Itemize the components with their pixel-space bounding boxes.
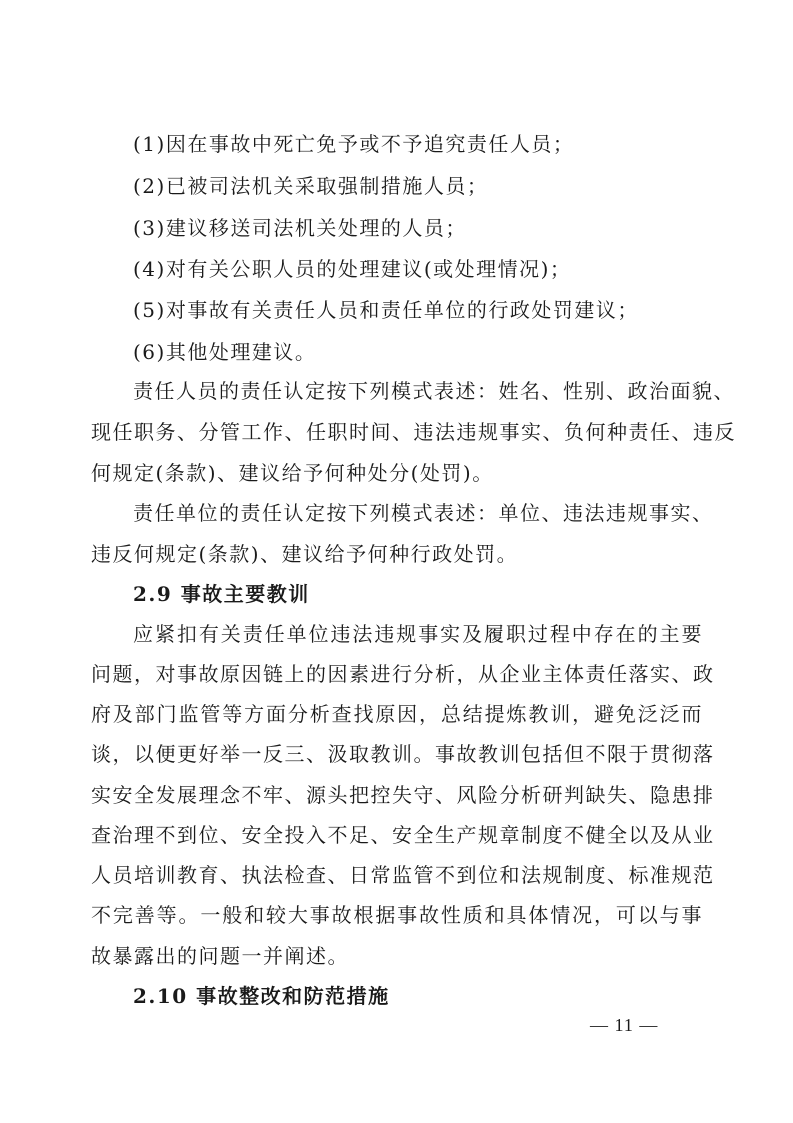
paragraph-line: 责任单位的责任认定按下列模式表述：单位、违法违规事实、 [133, 501, 714, 525]
paragraph-line: 问题，对事故原因链上的因素进行分析，从企业主体责任落实、政 [91, 662, 715, 686]
paragraph-line: 人员培训教育、执法检查、日常监管不到位和法规制度、标准规范 [91, 863, 715, 887]
list-item-4: (4)对有关公职人员的处理建议(或处理情况)； [133, 257, 572, 281]
section-heading: 2.10 事故整改和防范措施 [133, 984, 390, 1008]
paragraph-line: 查治理不到位、安全投入不足、安全生产规章制度不健全以及从业 [91, 823, 715, 847]
list-item-5: (5)对事故有关责任人员和责任单位的行政处罚建议； [133, 298, 639, 322]
list-item-6: (6)其他处理建议。 [133, 340, 317, 364]
paragraph-line: 府及部门监管等方面分析查找原因，总结提炼教训，避免泛泛而 [91, 702, 703, 726]
paragraph-line: 不完善等。一般和较大事故根据事故性质和具体情况，可以与事 [91, 903, 703, 927]
paragraph-line: 违反何规定(条款)、建议给予何种行政处罚。 [91, 542, 519, 566]
list-item-3: (3)建议移送司法机关处理的人员； [133, 216, 467, 240]
paragraph-line: 谈，以便更好举一反三、汲取教训。事故教训包括但不限于贯彻落 [91, 742, 715, 766]
paragraph-line: 实安全发展理念不牢、源头把控失守、风险分析研判缺失、隐患排 [91, 783, 715, 807]
section-heading: 2.9 事故主要教训 [133, 582, 310, 606]
paragraph-line: 何规定(条款)、建议给予何种处分(处罚)。 [91, 461, 494, 485]
paragraph-line: 现任职务、分管工作、任职时间、违法违规事实、负何种责任、违反 [91, 420, 736, 444]
paragraph-line: 故暴露出的问题一并阐述。 [91, 944, 349, 968]
paragraph-line: 应紧扣有关责任单位违法违规事实及履职过程中存在的主要 [133, 622, 703, 646]
page-number: — 11 — [590, 1015, 659, 1035]
list-item-1: (1)因在事故中死亡免予或不予追究责任人员； [133, 132, 575, 156]
list-item-2: (2)已被司法机关采取强制措施人员； [133, 174, 489, 198]
paragraph-line: 责任人员的责任认定按下列模式表述：姓名、性别、政治面貌、 [133, 379, 735, 403]
